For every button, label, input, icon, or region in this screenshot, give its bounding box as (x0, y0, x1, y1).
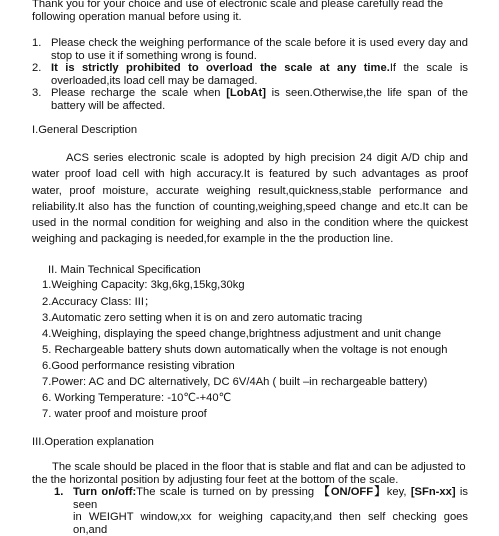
operation-item-1-line-2: in WEIGHT window,xx for weighing capacity,and then self checking goes on,and (73, 511, 468, 536)
operation-intro (32, 461, 468, 486)
operation-item-1-body-2: key, (386, 486, 411, 498)
notice-3-body: Please recharge the scale when (51, 87, 227, 99)
spec-item: 3.Automatic zero setting when it is on and zero automatic tracing (42, 312, 363, 324)
operation-item-1-text (73, 486, 468, 536)
spec-item: 7. water proof and moisture proof (42, 408, 207, 420)
notice-1-text (51, 37, 468, 62)
operation-line-2: the the horizontal position by adjusting four feet at the bottom of the scale. (32, 473, 399, 486)
sfn-code: [SFn-xx] (410, 486, 456, 498)
general-paragraph: ACS series electronic scale is adopted by high precision 24 digit A/D chip and water proof load cell with high accuracy.It is featured by such advantages as proof water, proof moisture, accurate weighing result,quickness,stable performance and reliability.It also has the function of counting,weighing,speed change and etc.It can be used in the normal condition for weighing and also in the condition where the quickest weighing and packaging is needed,for example in the the production line. (32, 152, 468, 246)
notice-3-tail: is seen.Otherwise,the life span of the battery will be affected. (51, 87, 468, 112)
spec-item: 6.Good performance resisting vibration (42, 360, 235, 372)
intro-line-2: following operation manual before using it. (32, 10, 242, 23)
spec-item: 4.Weighing, displaying the speed change,brightness adjustment and unit change (42, 328, 442, 340)
spec-item: 7.Power: AC and DC alternatively, DC 6V/4Ah ( built –in rechargeable battery) (42, 376, 428, 388)
notice-2-lead: It is strictly prohibited to overload the scale at any time. (51, 62, 390, 74)
operation-item-1-lead: Turn on/off: (73, 486, 137, 498)
operation-item-1-number: 1. (54, 486, 64, 498)
spec-item: 6. Working Temperature: -10℃-+40℃ (42, 392, 232, 404)
intro-paragraph (32, 0, 468, 23)
notice-1-body: Please check the weighing performance of the scale before it is used every day and stop to use it if something wrong is found. (51, 37, 468, 62)
intro-line-1: Thank you for your choice and use of electronic scale and please carefully read the (32, 0, 444, 10)
specs-heading: II. Main Technical Specification (48, 264, 201, 276)
notice-2-text (51, 62, 468, 87)
spec-item: 1.Weighing Capacity: 3kg,6kg,15kg,30kg (42, 279, 245, 291)
operation-item-1-body: The scale is turned on by pressing (136, 486, 319, 498)
onoff-key-label: 【ON/OFF】 (318, 486, 387, 498)
operation-heading: III.Operation explanation (32, 436, 154, 448)
notice-3-text (51, 87, 468, 112)
notice-3-number: 3. (32, 87, 42, 99)
notice-3-lobat: [LobAt] (226, 87, 266, 99)
spec-item: 2.Accuracy Class: III； (42, 296, 156, 308)
operation-item-1-body-3: is seen (73, 486, 469, 511)
notice-1-number: 1. (32, 37, 42, 49)
operation-line-1: The scale should be placed in the floor that is stable and flat and can be adjusted to (52, 461, 466, 473)
notice-2-number: 2. (32, 62, 42, 74)
spec-item: 5. Rechargeable battery shuts down automatically when the voltage is not enough (42, 344, 448, 356)
notice-2-body: If the scale is overloaded,its load cell may be damaged. (51, 62, 468, 87)
general-heading: I.General Description (32, 124, 138, 136)
